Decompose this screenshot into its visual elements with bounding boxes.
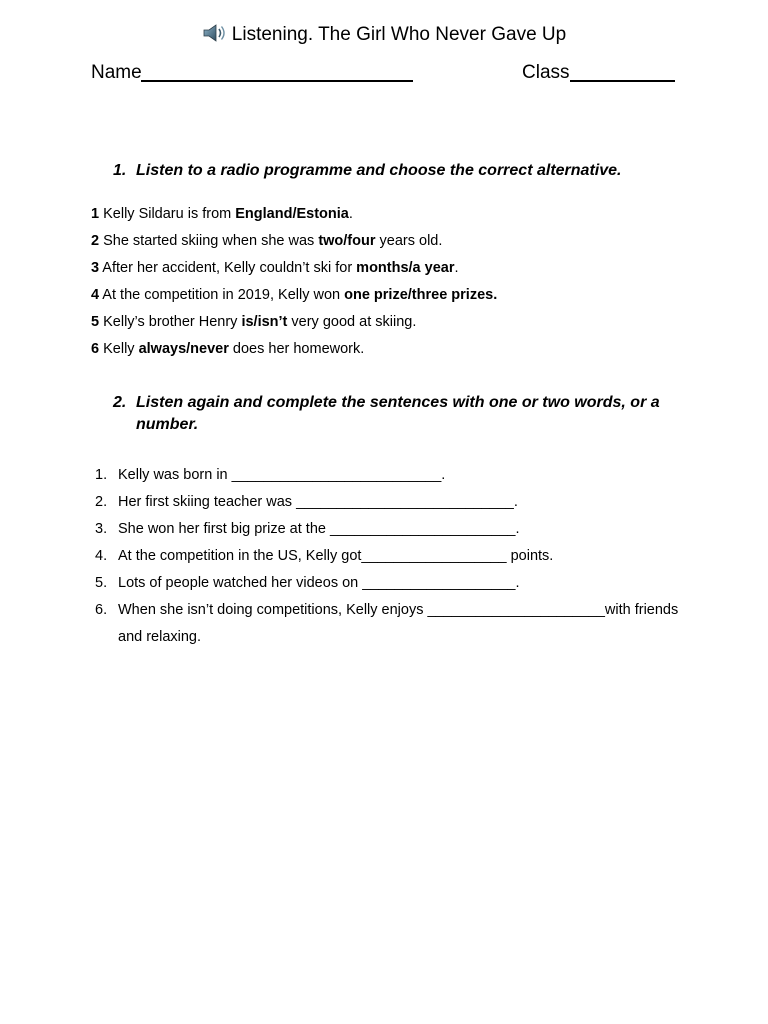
class-blank[interactable] bbox=[570, 80, 675, 82]
item-choice: England/Estonia bbox=[235, 206, 349, 222]
completion-list bbox=[95, 462, 685, 651]
item-text: Kelly’s brother Henry bbox=[99, 314, 242, 330]
section1-instruction: Listen to a radio programme and choose the correct alternative. bbox=[136, 162, 622, 179]
item-number: 4 bbox=[91, 287, 100, 303]
item-text-end: . bbox=[348, 206, 353, 222]
item-text: She started skiing when she was bbox=[99, 233, 319, 249]
item-number: 2. bbox=[95, 494, 108, 510]
choice-list bbox=[91, 203, 497, 365]
speaker-icon bbox=[202, 22, 228, 44]
item-text-end: . bbox=[454, 260, 459, 276]
item-text: Kelly Sildaru is from bbox=[99, 206, 236, 222]
choice-item bbox=[91, 230, 497, 257]
choice-item bbox=[91, 338, 497, 365]
choice-item bbox=[91, 257, 497, 284]
item-number: 3 bbox=[91, 260, 100, 276]
item-number: 4. bbox=[95, 548, 108, 564]
section1-number: 1. bbox=[113, 162, 127, 179]
item-number: 6 bbox=[91, 341, 100, 357]
completion-item[interactable] bbox=[95, 570, 685, 597]
item-text-end: very good at skiing. bbox=[287, 314, 417, 330]
item-choice: months/a year bbox=[356, 260, 455, 276]
item-text: At the competition in 2019, Kelly won bbox=[99, 287, 345, 303]
item-text: Kelly bbox=[99, 341, 139, 357]
name-label: Name bbox=[91, 62, 142, 83]
section2-instruction: Listen again and complete the sentences with one or two words, or a number. bbox=[136, 394, 660, 433]
item-number: 1. bbox=[95, 467, 108, 483]
item-text: Kelly was born in __________________________. bbox=[118, 467, 446, 483]
item-text: When she isn’t doing competitions, Kelly enjoys ______________________with friends and relaxing. bbox=[118, 602, 679, 645]
name-blank[interactable] bbox=[141, 80, 413, 82]
item-text: At the competition in the US, Kelly got__________________ points. bbox=[118, 548, 554, 564]
item-text: Her first skiing teacher was ___________________________. bbox=[118, 494, 518, 510]
worksheet-title bbox=[0, 22, 768, 48]
class-label: Class bbox=[522, 62, 570, 83]
completion-item[interactable] bbox=[95, 489, 685, 516]
completion-item[interactable] bbox=[95, 597, 685, 651]
item-text: She won her first big prize at the _______________________. bbox=[118, 521, 520, 537]
choice-item bbox=[91, 311, 497, 338]
item-number: 2 bbox=[91, 233, 100, 249]
completion-item[interactable] bbox=[95, 516, 685, 543]
choice-item bbox=[91, 284, 497, 311]
item-choice: is/isn’t bbox=[241, 314, 288, 330]
item-choice: always/never bbox=[138, 341, 229, 357]
section2-number: 2. bbox=[113, 394, 127, 411]
completion-item[interactable] bbox=[95, 462, 685, 489]
item-text: Lots of people watched her videos on ___________________. bbox=[118, 575, 520, 591]
item-choice: two/four bbox=[318, 233, 376, 249]
completion-item[interactable] bbox=[95, 543, 685, 570]
choice-item bbox=[91, 203, 497, 230]
item-choice: one prize/three prizes. bbox=[344, 287, 498, 303]
item-text: After her accident, Kelly couldn’t ski for bbox=[99, 260, 357, 276]
item-text-end: does her homework. bbox=[228, 341, 365, 357]
item-text-end: years old. bbox=[375, 233, 443, 249]
item-number: 1 bbox=[91, 206, 100, 222]
title-text: Listening. The Girl Who Never Gave Up bbox=[231, 24, 567, 45]
item-number: 6. bbox=[95, 602, 108, 618]
item-number: 3. bbox=[95, 521, 108, 537]
item-number: 5 bbox=[91, 314, 100, 330]
item-number: 5. bbox=[95, 575, 108, 591]
